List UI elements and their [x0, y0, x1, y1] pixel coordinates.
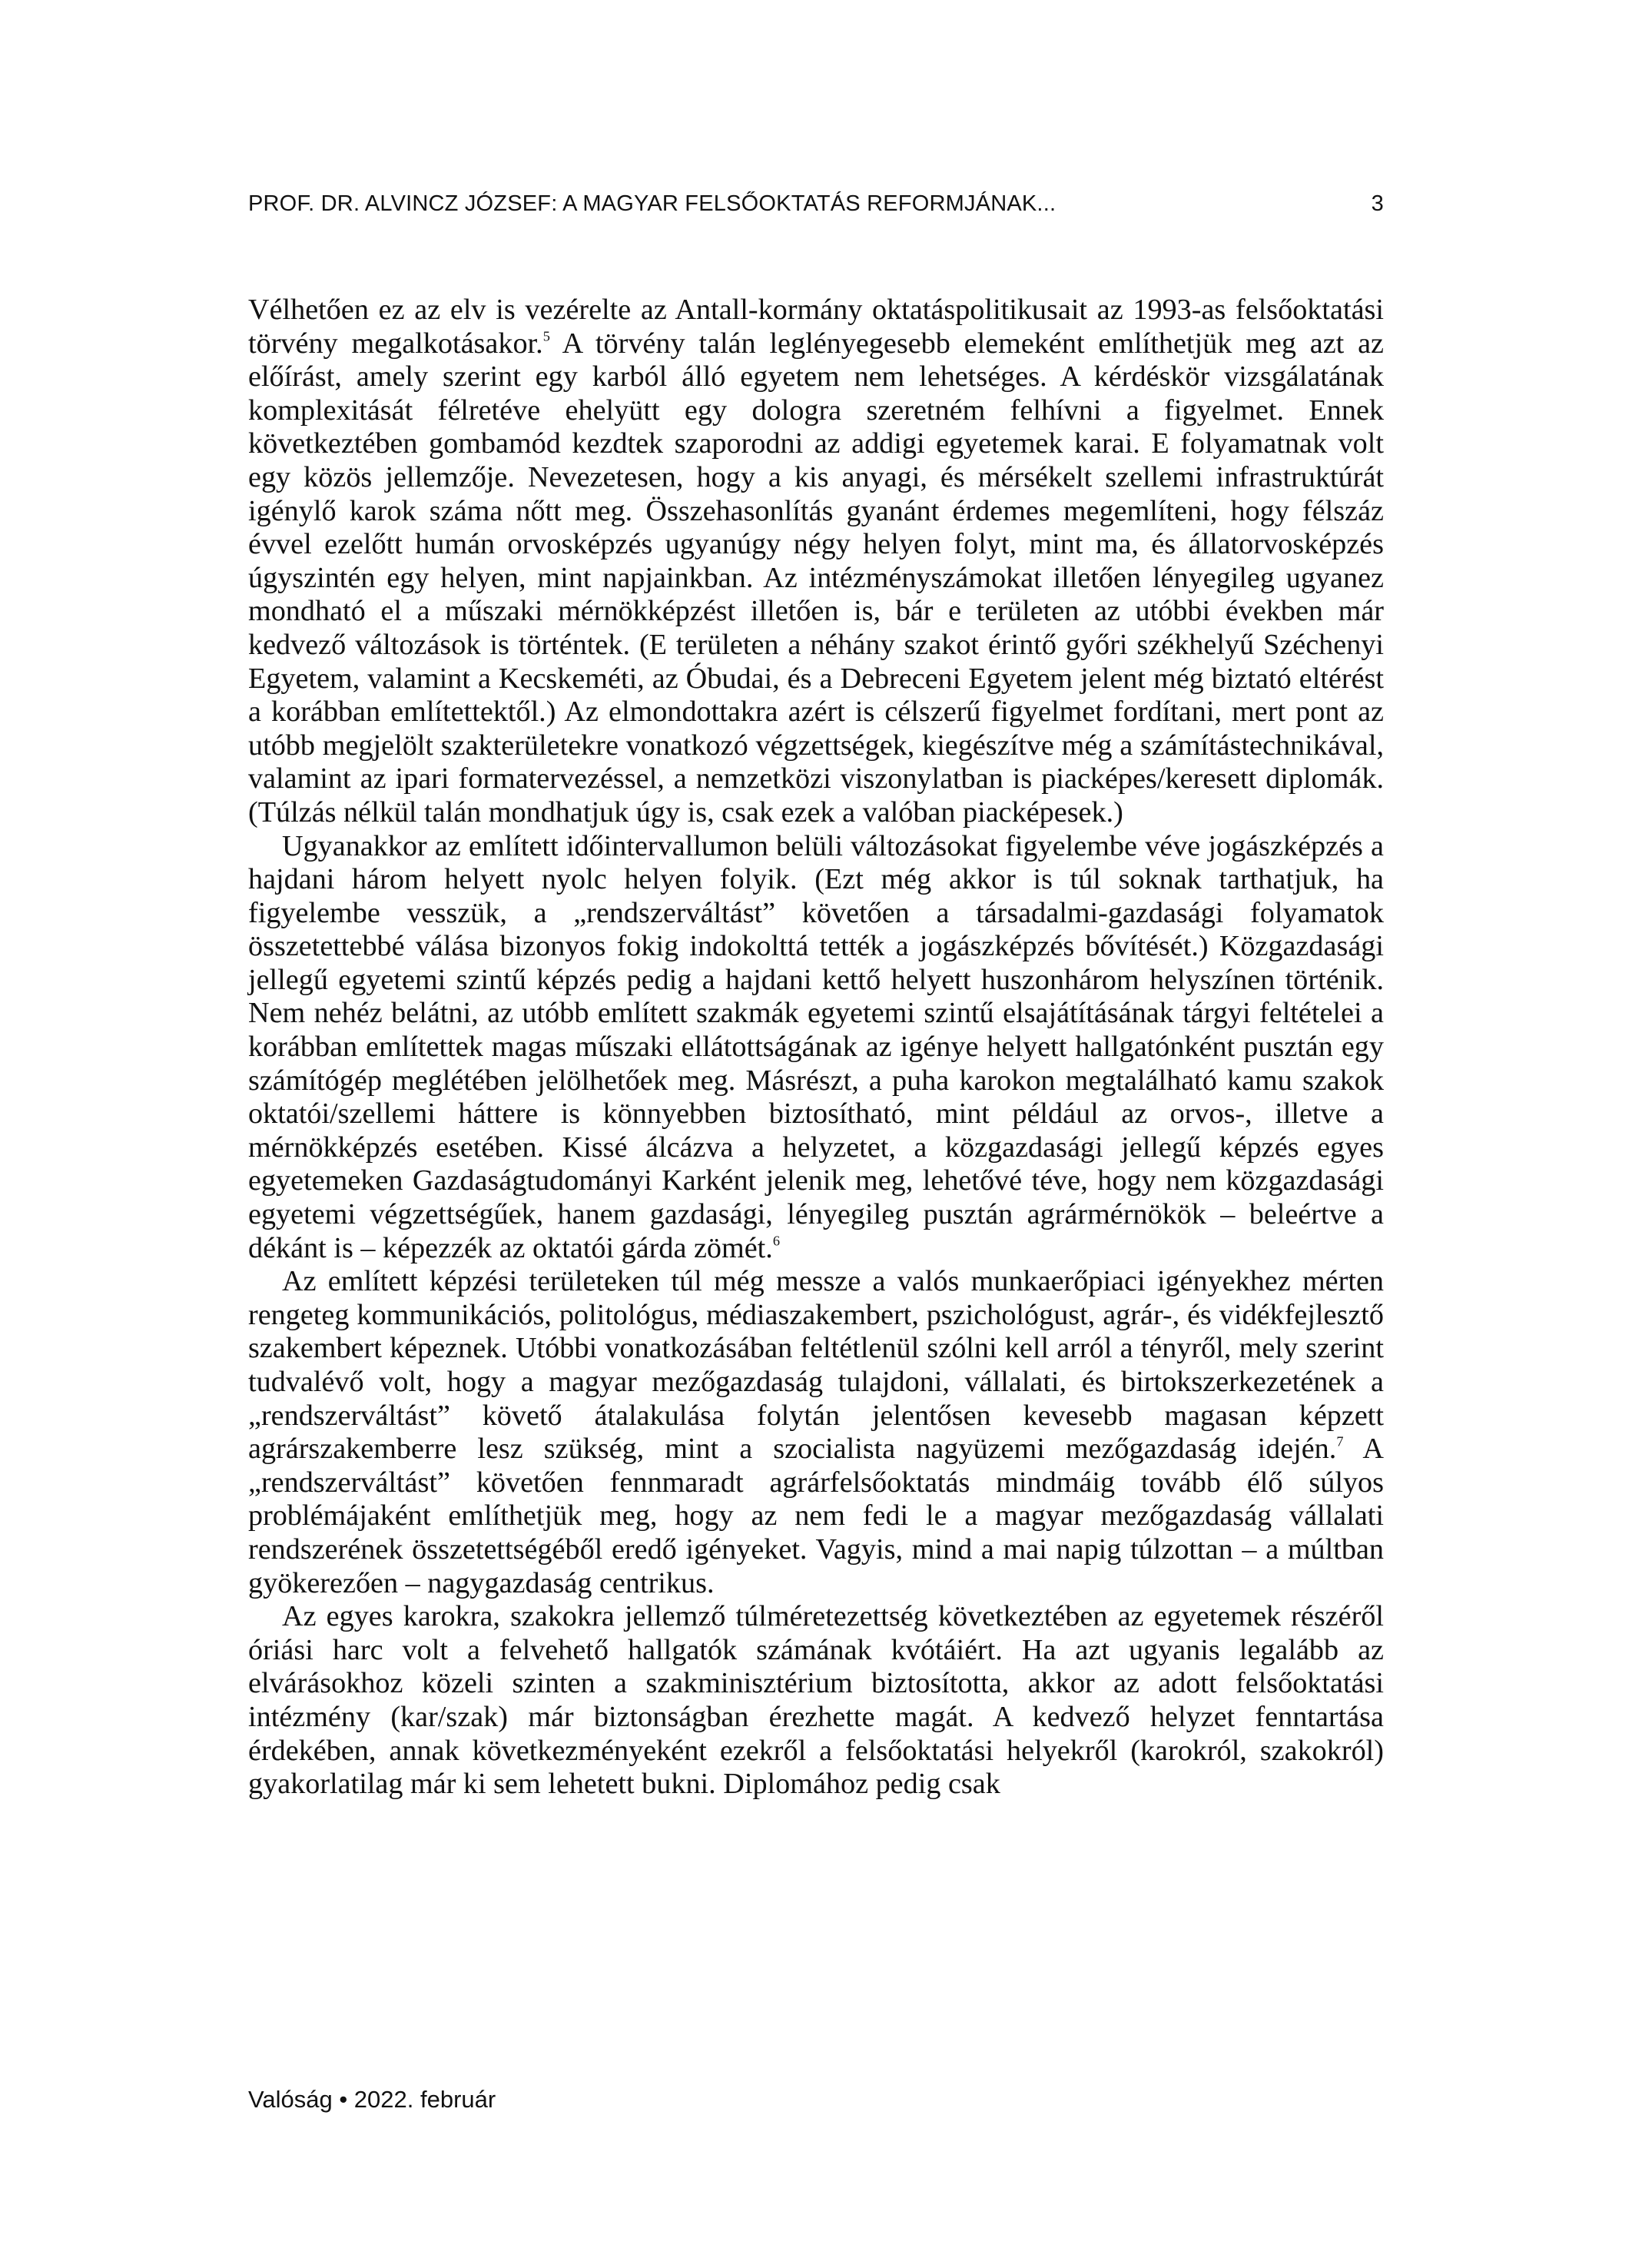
paragraph-text: Vélhetően ez az elv is vezérelte az Antall-kormány oktatáspolitikusait az 1993-as felsőoktatási törvény megalkotásakor. — [248, 294, 1384, 360]
paragraph — [248, 1265, 1384, 1600]
paragraph-text: A törvény talán leglényegesebb elemeként említhetjük meg azt az előírást, amely szerint egy karból álló egyetem nem lehetséges. A kérdéskör vizsgálatának komplexitását félretéve ehelyütt egy dologra szeretném felhívni a figyelmet. Ennek következtében gombamód kezdtek szaporodni az addigi egyetemek karai. E folyamatnak volt egy közös jellemzője. Nevezetesen, hogy a kis anyagi, és mérsékelt szellemi infrastruktúrát igénylő karok száma nőtt meg. Összehasonlítás gyanánt érdemes megemlíteni, hogy félszáz évvel ezelőtt humán orvosképzés ugyanúgy négy helyen folyt, mint ma, és állatorvosképzés úgyszintén egy helyen, mint napjainkban. Az intézményszámokat illetően lényegileg ugyanez mondható el a műszaki mérnökképzést illetően is, bár e területen az utóbbi években már kedvező változások is történtek. (E területen a néhány szakot érintő győri székhelyű Széchenyi Egyetem, valamint a Kecskeméti, az Óbudai, és a Debreceni Egyetem jelent még biztató eltérést a korábban említettektől.) Az elmondottakra azért is célszerű figyelmet fordítani, mert pont az utóbb megjelölt szakterületekre vonatkozó végzettségek, kiegészítve még a számítástechnikával, valamint az ipari formatervezéssel, a nemzetközi viszonylatban is piacképes/keresett diplomák. (Túlzás nélkül talán mondhatjuk úgy is, csak ezek a valóban piacképesek.) — [248, 327, 1384, 829]
paragraph-text: A „rendszerváltást” követően fennmaradt agrárfelsőoktatás mindmáig tovább élő súlyos problémájaként említhetjük meg, hogy az nem fedi le a magyar mezőgazdaság vállalati rendszerének összetettségéből eredő igényeket. Vagyis, mind a mai napig túlzottan – a múltban gyökerezően – nagygazdaság centrikus. — [248, 1433, 1384, 1599]
page-footer — [248, 2086, 496, 2114]
page-number: 3 — [1371, 191, 1384, 216]
running-header — [248, 191, 1384, 217]
paragraph — [248, 1600, 1384, 1801]
paragraph-text: Az egyes karokra, szakokra jellemző túlméretezettség következtében az egyetemek részéről óriási harc volt a felvehető hallgatók számának kvótáiért. Ha azt ugyanis legalább az elvárásokhoz közeli szinten a szakminisztérium biztosította, akkor az adott felsőoktatási intézmény (kar/szak) már biztonságban érezhette magát. A kedvező helyzet fenntartása érdekében, annak következményeként ezekről a felsőoktatási helyekről (karokról, szakokról) gyakorlatilag már ki sem lehetett bukni. Diplomához pedig csak — [248, 1600, 1384, 1801]
paragraph — [248, 830, 1384, 1266]
footnote-ref: 6 — [772, 1233, 780, 1249]
journal-issue: Valóság • 2022. február — [248, 2086, 496, 2113]
paragraph-text: Ugyanakkor az említett időintervallumon belüli változásokat figyelembe véve jogászképzés a hajdani három helyett nyolc helyen folyik. (Ezt még akkor is túl soknak tarthatjuk, ha figyelembe vesszük, a „rendszerváltást” követően a társadalmi-gazdasági folyamatok összetettebbé válása bizonyos fokig indokolttá tették a jogászképzés bővítését.) Közgazdasági jellegű egyetemi szintű képzés pedig a hajdani kettő helyett huszonhárom helyszínen történik. Nem nehéz belátni, az utóbb említett szakmák egyetemi szintű elsajátításának tárgyi feltételei a korábban említettek magas műszaki ellátottságának az igénye helyett hallgatónként pusztán egy számítógép meglétében jelölhetőek meg. Másrészt, a puha karokon megtalálható kamu szakok oktatói/szellemi háttere is könnyebben biztosítható, mint például az orvos-, illetve a mérnökképzés esetében. Kissé álcázva a helyzetet, a közgazdasági jellegű képzés egyes egyetemeken Gazdaságtudományi Karként jelenik meg, lehetővé téve, hogy nem közgazdasági egyetemi végzettségűek, hanem gazdasági, lényegileg pusztán agrármérnökök – beleértve a dékánt is – képezzék az oktatói gárda zömét. — [248, 829, 1384, 1264]
footnote-ref: 7 — [1336, 1433, 1344, 1449]
paragraph — [248, 294, 1384, 830]
footnote-ref: 5 — [542, 328, 550, 344]
paragraph-text: Az említett képzési területeken túl még messze a valós munkaerőpiaci igényekhez mérten rengeteg kommunikációs, politológus, médiaszakembert, pszichológust, agrár-, és vidékfejlesztő szakembert képeznek. Utóbbi vonatkozásában feltétlenül szólni kell arról a tényről, mely szerint tudvalévő volt, hogy a magyar mezőgazdaság tulajdoni, vállalati, és birtokszerkezetének a „rendszerváltást” követő átalakulása folytán jelentősen kevesebb magasan képzett agrárszakemberre lesz szükség, mint a szocialista nagyüzemi mezőgazdaság idején. — [248, 1265, 1384, 1466]
article-body — [248, 294, 1384, 1801]
running-title: PROF. DR. ALVINCZ JÓZSEF: A MAGYAR FELSŐOKTATÁS REFORMJÁNAK... — [248, 191, 1056, 216]
